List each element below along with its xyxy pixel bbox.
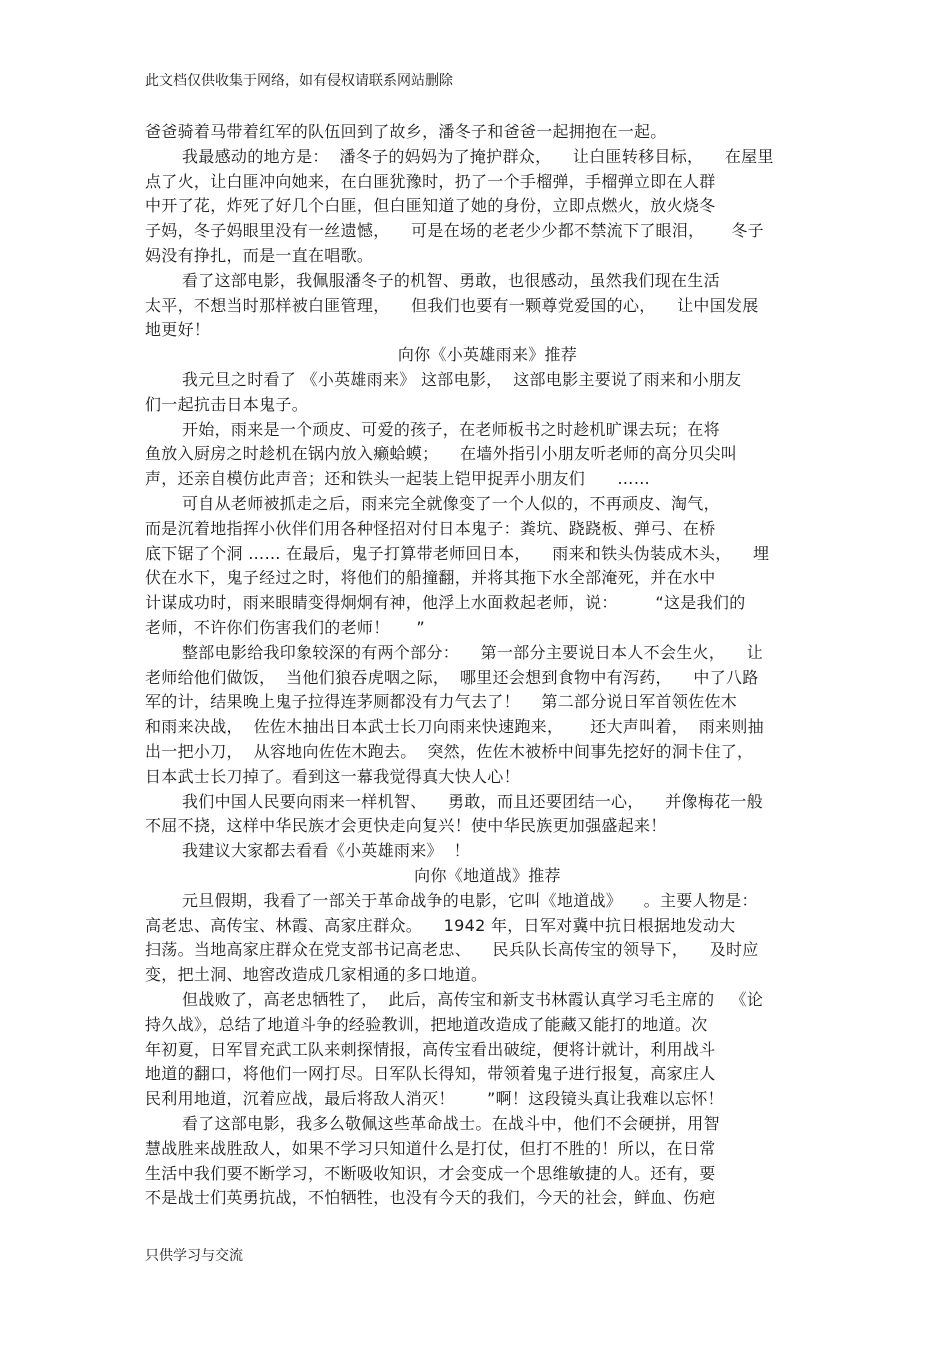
text-line: 地道的翻口，将他们一网打尽。日军队长得知，带领着鬼子进行报复，高家庄人 [145, 1064, 716, 1084]
header-note: 此文档仅供收集于网络，如有侵权请联系网站删除 [145, 73, 453, 89]
text-line: 变，把土洞、地窖改造成几家相通的多口地道。 [145, 965, 488, 985]
text-line: 军的计，结果晚上鬼子拉得连茅厕都没有力气去了！ 第二部分说日军首领佐佐木 [145, 692, 738, 712]
text-line: 不屈不挠，这样中华民族才会更快走向复兴！使中华民族更加强盛起来！ [145, 816, 667, 836]
text-line: 我们中国人民要向雨来一样机智、 勇敢，而且还要团结一心， 并像梅花一般 [182, 791, 763, 811]
text-line: 出一把小刀， 从容地向佐佐木跑去。 突然，佐佐木被桥中间事先挖好的洞卡住了， [145, 742, 754, 761]
text-line: 子妈，冬子妈眼里没有一丝遗憾， 可是在场的老老少少都不禁流下了眼泪， 冬子 [145, 221, 764, 241]
text-line: 而是沉着地指挥小伙伴们用各种怪招对付日本鬼子：粪坑、跷跷板、弹弓、在桥 [145, 518, 716, 538]
text-line: 太平，不想当时那样被白匪管理， 但我们也要有一颗尊党爱国的心， 让中国发展 [145, 295, 759, 315]
text-line: 我元旦之时看了 《小英雄雨来》 这部电影， 这部电影主要说了雨来和小朋友 [182, 370, 742, 389]
text-line: 老师给他们做饭， 当他们狼吞虎咽之际， 哪里还会想到食物中有泻药， 中了八路 [145, 667, 759, 687]
text-line: 地更好！ [145, 320, 211, 340]
text-line: 我最感动的地方是： 潘冬子的妈妈为了掩护群众， 让白匪转移目标， 在屋里 [182, 146, 774, 166]
text-line: 不是战士们英勇抗战，不怕牺牲，也没有今天的我们，今天的社会，鲜血、伤疤 [145, 1188, 716, 1208]
text-line: 生活中我们要不断学习，不断吸收知识，才会变成一个思维敏捷的人。还有，要 [145, 1163, 716, 1183]
text-line: 妈没有挣扎，而是一直在唱歌。 [145, 246, 374, 265]
text-line: 扫荡。当地高家庄群众在党支部书记高老忠、 民兵队长高传宝的领导下， 及时应 [145, 940, 759, 960]
text-line: 底下锯了个洞 …… 在最后，鬼子打算带老师回日本， 雨来和铁头伪装成木头， 埋 [145, 543, 770, 563]
text-line: 年初夏，日军冒充武工队来刺探情报，高传宝看出破绽，便将计就计，利用战斗 [145, 1039, 716, 1059]
text-line: 日本武士长刀掉了。看到这一幕我觉得真大快人心！ [145, 766, 520, 786]
text-line: 爸爸骑着马带着红军的队伍回到了故乡，潘冬子和爸爸一起拥抱在一起。 [145, 122, 667, 141]
text-line: 看了这部电影，我佩服潘冬子的机智、勇敢，也很感动，虽然我们现在生活 [182, 270, 720, 290]
text-line: 看了这部电影，我多么敬佩这些革命战士。在战斗中，他们不会硬拼，用智 [182, 1114, 720, 1133]
footer-note: 只供学习与交流 [145, 1248, 243, 1264]
text-line: 但战败了，高老忠牺牲了， 此后，高传宝和新支书林霞认真学习毛主席的 《论 [182, 990, 764, 1009]
section-heading: 向你《小英雄雨来》推荐 [397, 345, 578, 365]
text-line: 鱼放入厨房之时趁机在锅内放入癞蛤蟆； 在墙外指引小朋友听老师的高分贝尖叫 [145, 444, 738, 464]
text-line: 们一起抗击日本鬼子。 [145, 394, 309, 414]
text-line: 高老忠、高传宝、林霞、高家庄群众。 1942 年，日军对冀中抗日根据地发动大 [145, 915, 736, 935]
text-line: 持久战》，总结了地道斗争的经验教训，把地道改造成了能藏又能打的地道。次 [145, 1014, 708, 1034]
text-line: 整部电影给我印象较深的有两个部分： 第一部分主要说日本人不会生火， 让 [182, 642, 763, 662]
text-line: 开始，雨来是一个顽皮、可爱的孩子，在老师板书之时趁机旷课去玩；在将 [182, 419, 720, 439]
text-line: 中开了花，炸死了好几个白匪，但白匪知道了她的身份，立即点燃火，放火烧冬 [145, 196, 716, 216]
text-line: 伏在水下，鬼子经过之时，将他们的船撞翻，并将其拖下水全部淹死，并在水中 [145, 568, 716, 588]
text-line: 慧战胜来战胜敌人，如果不学习只知道什么是打仗，但打不胜的！所以，在日常 [145, 1138, 716, 1158]
text-line: 可自从老师被抓走之后，雨来完全就像变了一个人似的，不再顽皮、淘气， [182, 494, 720, 513]
text-line: 老师，不许你们伤害我们的老师！ ” [145, 618, 426, 637]
text-line: 计谋成功时，雨来眼睛变得炯炯有神，他浮上水面救起老师，说： “这是我们的 [145, 593, 746, 613]
text-line: 元旦假期，我看了一部关于革命战争的电影，它叫《地道战》 。主要人物是： [182, 890, 758, 910]
text-line: 点了火，让白匪冲向她来，在白匪犹豫时，扔了一个手榴弹，手榴弹立即在人群 [145, 171, 716, 191]
text-line: 民利用地道，沉着应战，最后将敌人消灭！ ”啊！这段镜头真让我难以忘怀！ [145, 1089, 724, 1109]
text-line: 声，还亲自模仿此声音；还和铁头一起装上铠甲捉弄小朋友们 …… [145, 469, 651, 489]
section-heading: 向你《地道战》推荐 [414, 866, 561, 885]
text-line: 和雨来决战， 佐佐木抽出日本武士长刀向雨来快速跑来， 还大声叫着， 雨来则抽 [145, 717, 764, 737]
text-line: 我建议大家都去看看《小英雄雨来》 ！ [182, 841, 470, 861]
